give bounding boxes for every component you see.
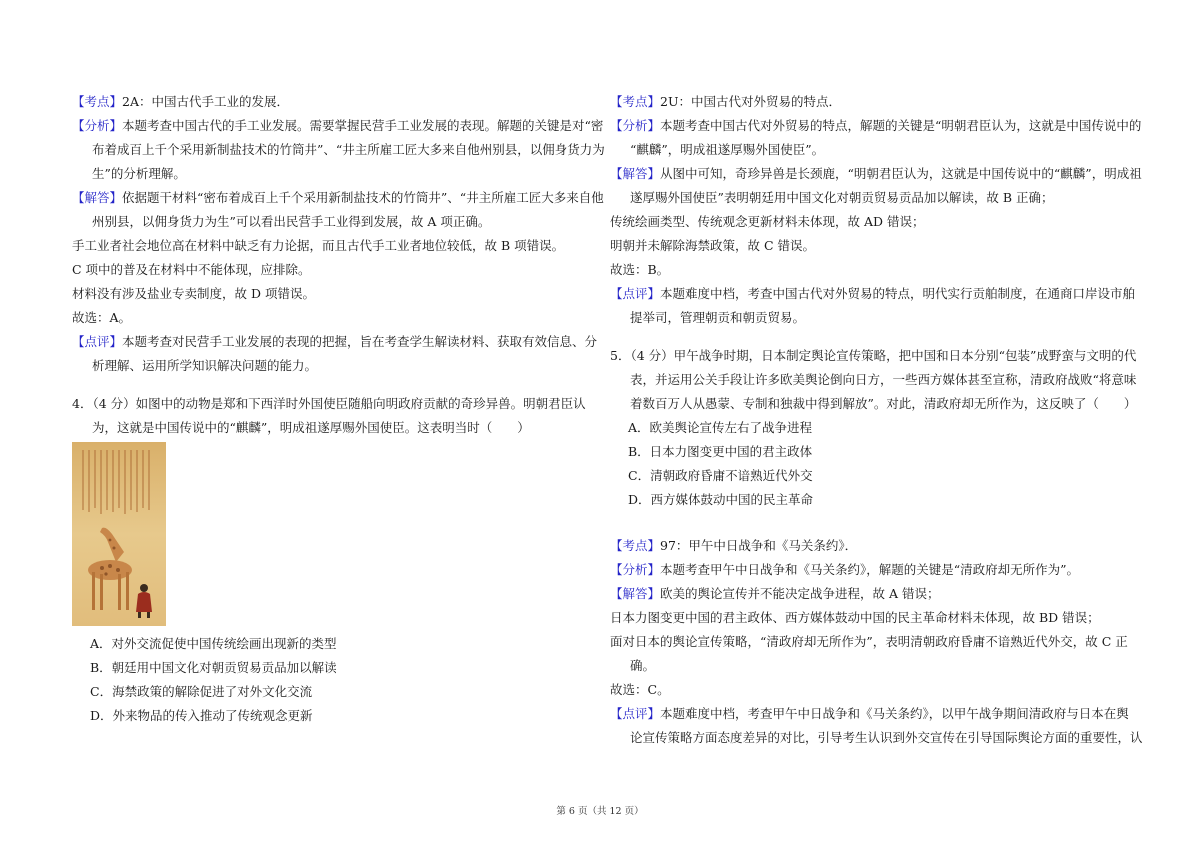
kaodian-line (72, 90, 592, 114)
explanation-line: 传统绘画类型、传统观念更新材料未体现，故 AD 错误； (610, 214, 925, 229)
giraffe-painting-image (72, 442, 166, 626)
dianping-tag: 【点评】 (72, 334, 123, 349)
dianping-text: 本题考查对民营手工业发展的表现的把握，旨在考查学生解读材料、获取有效信息、分 (122, 334, 598, 349)
answer-line: 故选：B。 (610, 262, 670, 277)
explanation-line: 手工业者社会地位高在材料中缺乏有力论据，而且古代手工业者地位较低，故 B 项错误。 (72, 238, 565, 253)
question-4-option-b: B．朝廷用中国文化对朝贡贸易贡品加以解读 (90, 660, 337, 675)
jieda-tag: 【解答】 (610, 166, 661, 181)
explanation-line: 明朝并未解除海禁政策，故 C 错误。 (610, 238, 816, 253)
kaodian-text: 2U：中国古代对外贸易的特点． (660, 94, 842, 109)
fenxi-line: “麒麟”，明成祖遂厚赐外国使臣”。 (630, 142, 825, 157)
question-5-option-b: B．日本力图变更中国的君主政体 (628, 444, 813, 459)
jieda-line: 州别县，以佣身货力为生”可以看出民营手工业得到发展，故 A 项正确。 (92, 214, 491, 229)
jieda-tag: 【解答】 (72, 190, 123, 205)
right-column (610, 90, 1143, 750)
fenxi-line (610, 114, 1142, 138)
page-number: 第 6 页（共 12 页） (556, 806, 644, 817)
question-5-stem: 5．（4 分）甲午战争时期，日本制定舆论宣传策略，把中国和日本分别“包装”成野蛮与文明的代 (610, 348, 1137, 363)
explanation-line: 确。 (630, 658, 656, 673)
question-5-stem: 表，并运用公关手段让许多欧美舆论倒向日方，一些西方媒体甚至宣称，清政府战败“将意味 (630, 372, 1137, 387)
explanation-line: C 项中的普及在材料中不能体现，应排除。 (72, 262, 311, 277)
kaodian-tag: 【考点】 (610, 94, 661, 109)
kaodian-line (610, 90, 1130, 114)
fenxi-text: 本题考查中国古代的手工业发展。需要掌握民营手工业发展的表现。解题的关键是对“密 (122, 118, 604, 133)
question-4-option-c: C．海禁政策的解除促进了对外文化交流 (90, 684, 313, 699)
question-5-option-c: C．清朝政府昏庸不谙熟近代外交 (628, 468, 813, 483)
jieda-line: 遂厚赐外国使臣”表明朝廷用中国文化对朝贡贸易贡品加以解读，故 B 正确； (630, 190, 1054, 205)
question-4-option-a: A．对外交流促使中国传统绘画出现新的类型 (90, 636, 337, 651)
dianping-line: 析理解、运用所学知识解决问题的能力。 (92, 358, 318, 373)
fenxi-line (72, 114, 604, 138)
fenxi-line: 生”的分析理解。 (92, 166, 186, 181)
answer-line: 故选：C。 (610, 682, 670, 697)
jieda-tag: 【解答】 (610, 586, 661, 601)
question-4-stem: 为，这就是中国传说中的“麒麟”，明成祖遂厚赐外国使臣。这表明当时（ ） (92, 420, 530, 435)
fenxi-line (610, 558, 1130, 582)
dianping-line (610, 282, 1136, 306)
kaodian-text: 97：甲午中日战争和《马关条约》． (660, 538, 858, 553)
dianping-line (72, 330, 598, 354)
jieda-text: 从图中可知，奇珍异兽是长颈鹿，“明朝君臣认为，这就是中国传说中的“麒麟”，明成祖 (660, 166, 1142, 181)
jieda-line (72, 186, 604, 210)
dianping-text: 本题难度中档，考查甲午中日战争和《马关条约》，以甲午战争期间清政府与日本在舆 (660, 706, 1129, 721)
kaodian-tag: 【考点】 (72, 94, 123, 109)
dianping-tag: 【点评】 (610, 286, 661, 301)
question-5-option-d: D．西方媒体鼓动中国的民主革命 (628, 492, 814, 507)
dianping-tag: 【点评】 (610, 706, 661, 721)
dianping-line: 论宣传策略方面态度差异的对比，引导考生认识到外交宣传在引导国际舆论方面的重要性，认 (630, 730, 1143, 745)
fenxi-text: 本题考查中国古代对外贸易的特点，解题的关键是“明朝君臣认为，这就是中国传说中的 (660, 118, 1142, 133)
fenxi-tag: 【分析】 (610, 118, 661, 133)
fenxi-tag: 【分析】 (72, 118, 123, 133)
question-5-option-a: A．欧美舆论宣传左右了战争进程 (628, 420, 813, 435)
dianping-text: 本题难度中档，考查中国古代对外贸易的特点，明代实行贡舶制度，在通商口岸设市舶 (660, 286, 1136, 301)
dianping-line (610, 702, 1130, 726)
fenxi-line: 布着成百上千个采用新制盐技术的竹筒井”、“井主所雇工匠大多来自他州别县，以佣身货力为 (92, 142, 605, 157)
explanation-line: 日本力图变更中国的君主政体、西方媒体鼓动中国的民主革命材料未体现，故 BD 错误； (610, 610, 1100, 625)
left-column (72, 90, 605, 728)
question-4-stem: 4．（4 分）如图中的动物是郑和下西洋时外国使臣随船向明政府贡献的奇珍异兽。明朝君臣认 (72, 396, 586, 411)
kaodian-tag: 【考点】 (610, 538, 661, 553)
explanation-line: 材料没有涉及盐业专卖制度，故 D 项错误。 (72, 286, 315, 301)
kaodian-line (610, 534, 1130, 558)
question-4-option-d: D．外来物品的传入推动了传统观念更新 (90, 708, 313, 723)
jieda-text: 依据题干材料“密布着成百上千个采用新制盐技术的竹筒井”、“井主所雇工匠大多来自他 (122, 190, 604, 205)
answer-line: 故选：A。 (72, 310, 132, 325)
kaodian-text: 2A：中国古代手工业的发展． (122, 94, 289, 109)
jieda-line (610, 582, 1130, 606)
question-5-stem: 着数百万人从愚蒙、专制和独裁中得到解放”。对此，清政府却无所作为，这反映了（ ） (630, 396, 1137, 411)
fenxi-text: 本题考查甲午中日战争和《马关条约》，解题的关键是“清政府却无所作为”。 (660, 562, 1080, 577)
jieda-line (610, 162, 1142, 186)
dianping-line: 提举司，管理朝贡和朝贡贸易。 (630, 310, 806, 325)
fenxi-tag: 【分析】 (610, 562, 661, 577)
explanation-line: 面对日本的舆论宣传策略，“清政府却无所作为”，表明清朝政府昏庸不谙熟近代外交，故 C 正 (610, 634, 1128, 649)
jieda-text: 欧美的舆论宣传并不能决定战争进程，故 A 错误； (660, 586, 940, 601)
